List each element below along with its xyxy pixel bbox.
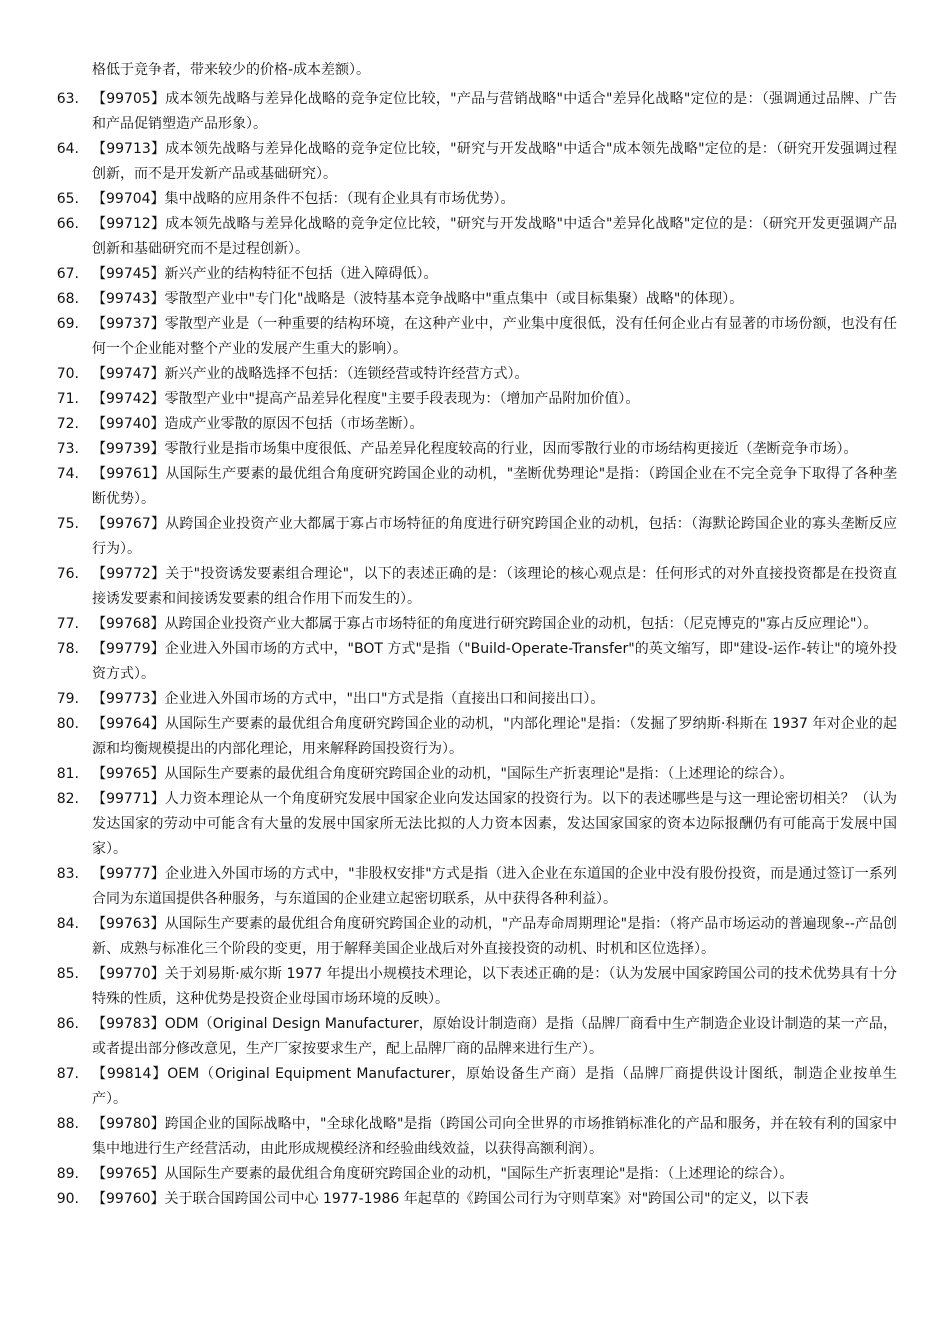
item-number: 66. (56, 216, 79, 232)
item-text: 【99773】企业进入外国市场的方式中，"出口"方式是指（直接出口和间接出口）。 (92, 691, 605, 707)
list-item (0, 137, 950, 187)
item-number: 79. (56, 691, 79, 707)
item-number: 82. (56, 791, 79, 807)
item-text: 【99761】从国际生产要素的最优组合角度研究跨国企业的动机，"垄断优势理论"是指：（跨国企业在不完全竞争下取得了各种垄断优势）。 (92, 466, 897, 507)
list-item (0, 687, 950, 712)
item-number: 78. (56, 641, 79, 657)
item-text: 【99742】零散型产业中"提高产品差异化程度"主要手段表现为：（增加产品附加价值）。 (92, 391, 640, 407)
item-text: 【99768】从跨国企业投资产业大都属于寡占市场特征的角度进行研究跨国企业的动机，包括：（尼克博克的"寡占反应理论"）。 (92, 616, 878, 632)
item-number: 86. (56, 1016, 79, 1032)
list-item (0, 712, 950, 762)
item-number: 83. (56, 866, 79, 882)
list-item (0, 962, 950, 1012)
item-text: 【99770】关于刘易斯·威尔斯 1977 年提出小规模技术理论，以下表述正确的是：（认为发展中国家跨国公司的技术优势具有十分特殊的性质，这种优势是投资企业母国市场环境的反映）。 (92, 966, 897, 1007)
item-text: 【99772】关于"投资诱发要素组合理论"，以下的表述正确的是：（该理论的核心观点是：任何形式的对外直接投资都是在投资直接诱发要素和间接诱发要素的组合作用下而发生的）。 (92, 566, 897, 607)
list-item (0, 437, 950, 462)
item-number: 84. (56, 916, 79, 932)
list-item (0, 312, 950, 362)
list-item (0, 412, 950, 437)
item-number: 71. (56, 391, 79, 407)
item-number: 67. (56, 266, 79, 282)
item-number: 85. (56, 966, 79, 982)
item-text: 【99780】跨国企业的国际战略中，"全球化战略"是指（跨国公司向全世界的市场推销标准化的产品和服务，并在较有利的国家中集中地进行生产经营活动，由此形成规模经济和经验曲线效益，以获得高额利润）。 (92, 1116, 897, 1157)
list-item (0, 287, 950, 312)
list-item (0, 1112, 950, 1162)
item-text: 【99747】新兴产业的战略选择不包括：（连锁经营或特许经营方式）。 (92, 366, 529, 382)
item-number: 72. (56, 416, 79, 432)
list-item (0, 512, 950, 562)
list-item (0, 212, 950, 262)
list-item (0, 1187, 950, 1212)
item-number: 90. (56, 1191, 79, 1207)
item-text: 【99704】集中战略的应用条件不包括：（现有企业具有市场优势）。 (92, 191, 515, 207)
item-text: 【99743】零散型产业中"专门化"战略是（波特基本竞争战略中"重点集中（或目标集聚）战略"的体现）。 (92, 291, 744, 307)
list-item (0, 1062, 950, 1112)
item-number: 63. (56, 91, 79, 107)
item-number: 77. (56, 616, 79, 632)
list-item (0, 462, 950, 512)
item-number: 70. (56, 366, 79, 382)
item-text: 【99777】企业进入外国市场的方式中，"非股权安排"方式是指（进入企业在东道国的企业中没有股份投资，而是通过签订一系列合同为东道国提供各种服务，与东道国的企业建立起密切联系，从中获得各种利益）。 (92, 866, 897, 907)
item-text: 【99765】从国际生产要素的最优组合角度研究跨国企业的动机，"国际生产折衷理论"是指：（上述理论的综合）。 (92, 1166, 794, 1182)
item-text: 【99713】成本领先战略与差异化战略的竞争定位比较，"研究与开发战略"中适合"成本领先战略"定位的是：（研究开发强调过程创新，而不是开发新产品或基础研究）。 (92, 141, 897, 182)
item-number: 65. (56, 191, 79, 207)
item-text: 【99705】成本领先战略与差异化战略的竞争定位比较，"产品与营销战略"中适合"差异化战略"定位的是：（强调通过品牌、广告和产品促销塑造产品形象）。 (92, 91, 897, 132)
list-item (0, 187, 950, 212)
list-item (0, 562, 950, 612)
item-text: 【99764】从国际生产要素的最优组合角度研究跨国企业的动机，"内部化理论"是指：（发掘了罗纳斯·科斯在 1937 年对企业的起源和均衡规模提出的内部化理论，用来解释跨国投资行为）。 (92, 716, 897, 757)
list-item (0, 862, 950, 912)
item-text: 【99763】从国际生产要素的最优组合角度研究跨国企业的动机，"产品寿命周期理论"是指：（将产品市场运动的普遍现象--产品创新、成熟与标准化三个阶段的变更，用于解释美国企业战后对外直接投资的动机、时机和区位选择）。 (92, 916, 897, 957)
item-number: 88. (56, 1116, 79, 1132)
item-number: 75. (56, 516, 79, 532)
item-number: 74. (56, 466, 79, 482)
list-item (0, 362, 950, 387)
item-number: 76. (56, 566, 79, 582)
item-text: 【99760】关于联合国跨国公司中心 1977-1986 年起草的《跨国公司行为守则草案》对"跨国公司"的定义，以下表 (92, 1191, 809, 1207)
continuation-text: 格低于竞争者，带来较少的价格-成本差额）。 (92, 62, 371, 78)
item-text: 【99771】人力资本理论从一个角度研究发展中国家企业向发达国家的投资行为。以下的表述哪些是与这一理论密切相关？（认为发达国家的劳动中可能含有大量的发展中国家所无法比拟的人力资本因素，发达国家国家的资本边际报酬仍有可能高于发展中国家）。 (92, 791, 897, 857)
list-item (0, 387, 950, 412)
list-item (0, 262, 950, 287)
item-number: 81. (56, 766, 79, 782)
item-number: 73. (56, 441, 79, 457)
item-number: 68. (56, 291, 79, 307)
item-text: 【99779】企业进入外国市场的方式中，"BOT 方式"是指（"Build-Operate-Transfer"的英文缩写，即"建设-运作-转让"的境外投资方式）。 (92, 641, 897, 682)
item-text: 【99745】新兴产业的结构特征不包括（进入障碍低）。 (92, 266, 438, 282)
item-number: 64. (56, 141, 79, 157)
item-text: 【99712】成本领先战略与差异化战略的竞争定位比较，"研究与开发战略"中适合"差异化战略"定位的是：（研究开发更强调产品创新和基础研究而不是过程创新）。 (92, 216, 897, 257)
list-item (0, 912, 950, 962)
item-text: 【99783】ODM（Original Design Manufacturer，原始设计制造商）是指（品牌厂商看中生产制造企业设计制造的某一产品，或者提出部分修改意见，生产厂家按要求生产，配上品牌厂商的品牌来进行生产）。 (92, 1016, 897, 1057)
list-item (0, 1162, 950, 1187)
item-text: 【99739】零散行业是指市场集中度很低、产品差异化程度较高的行业，因而零散行业的市场结构更接近（垄断竞争市场）。 (92, 441, 858, 457)
item-number: 89. (56, 1166, 79, 1182)
item-number: 69. (56, 316, 79, 332)
list-item (0, 787, 950, 862)
list-item (0, 87, 950, 137)
list-item (0, 762, 950, 787)
list-item (0, 612, 950, 637)
list-item (0, 1012, 950, 1062)
item-text: 【99740】造成产业零散的原因不包括（市场垄断）。 (92, 416, 424, 432)
list-item (0, 637, 950, 687)
item-number: 87. (56, 1066, 79, 1082)
item-text: 【99814】OEM（Original Equipment Manufacturer，原始设备生产商）是指（品牌厂商提供设计图纸，制造企业按单生产）。 (92, 1066, 897, 1107)
item-number: 80. (56, 716, 79, 732)
item-text: 【99765】从国际生产要素的最优组合角度研究跨国企业的动机，"国际生产折衷理论"是指：（上述理论的综合）。 (92, 766, 794, 782)
item-text: 【99767】从跨国企业投资产业大都属于寡占市场特征的角度进行研究跨国企业的动机，包括：（海默论跨国企业的寡头垄断反应行为）。 (92, 516, 897, 557)
item-text: 【99737】零散型产业是（一种重要的结构环境，在这种产业中，产业集中度很低，没有任何企业占有显著的市场份额，也没有任何一个企业能对整个产业的发展产生重大的影响）。 (92, 316, 897, 357)
question-list (0, 87, 950, 1212)
